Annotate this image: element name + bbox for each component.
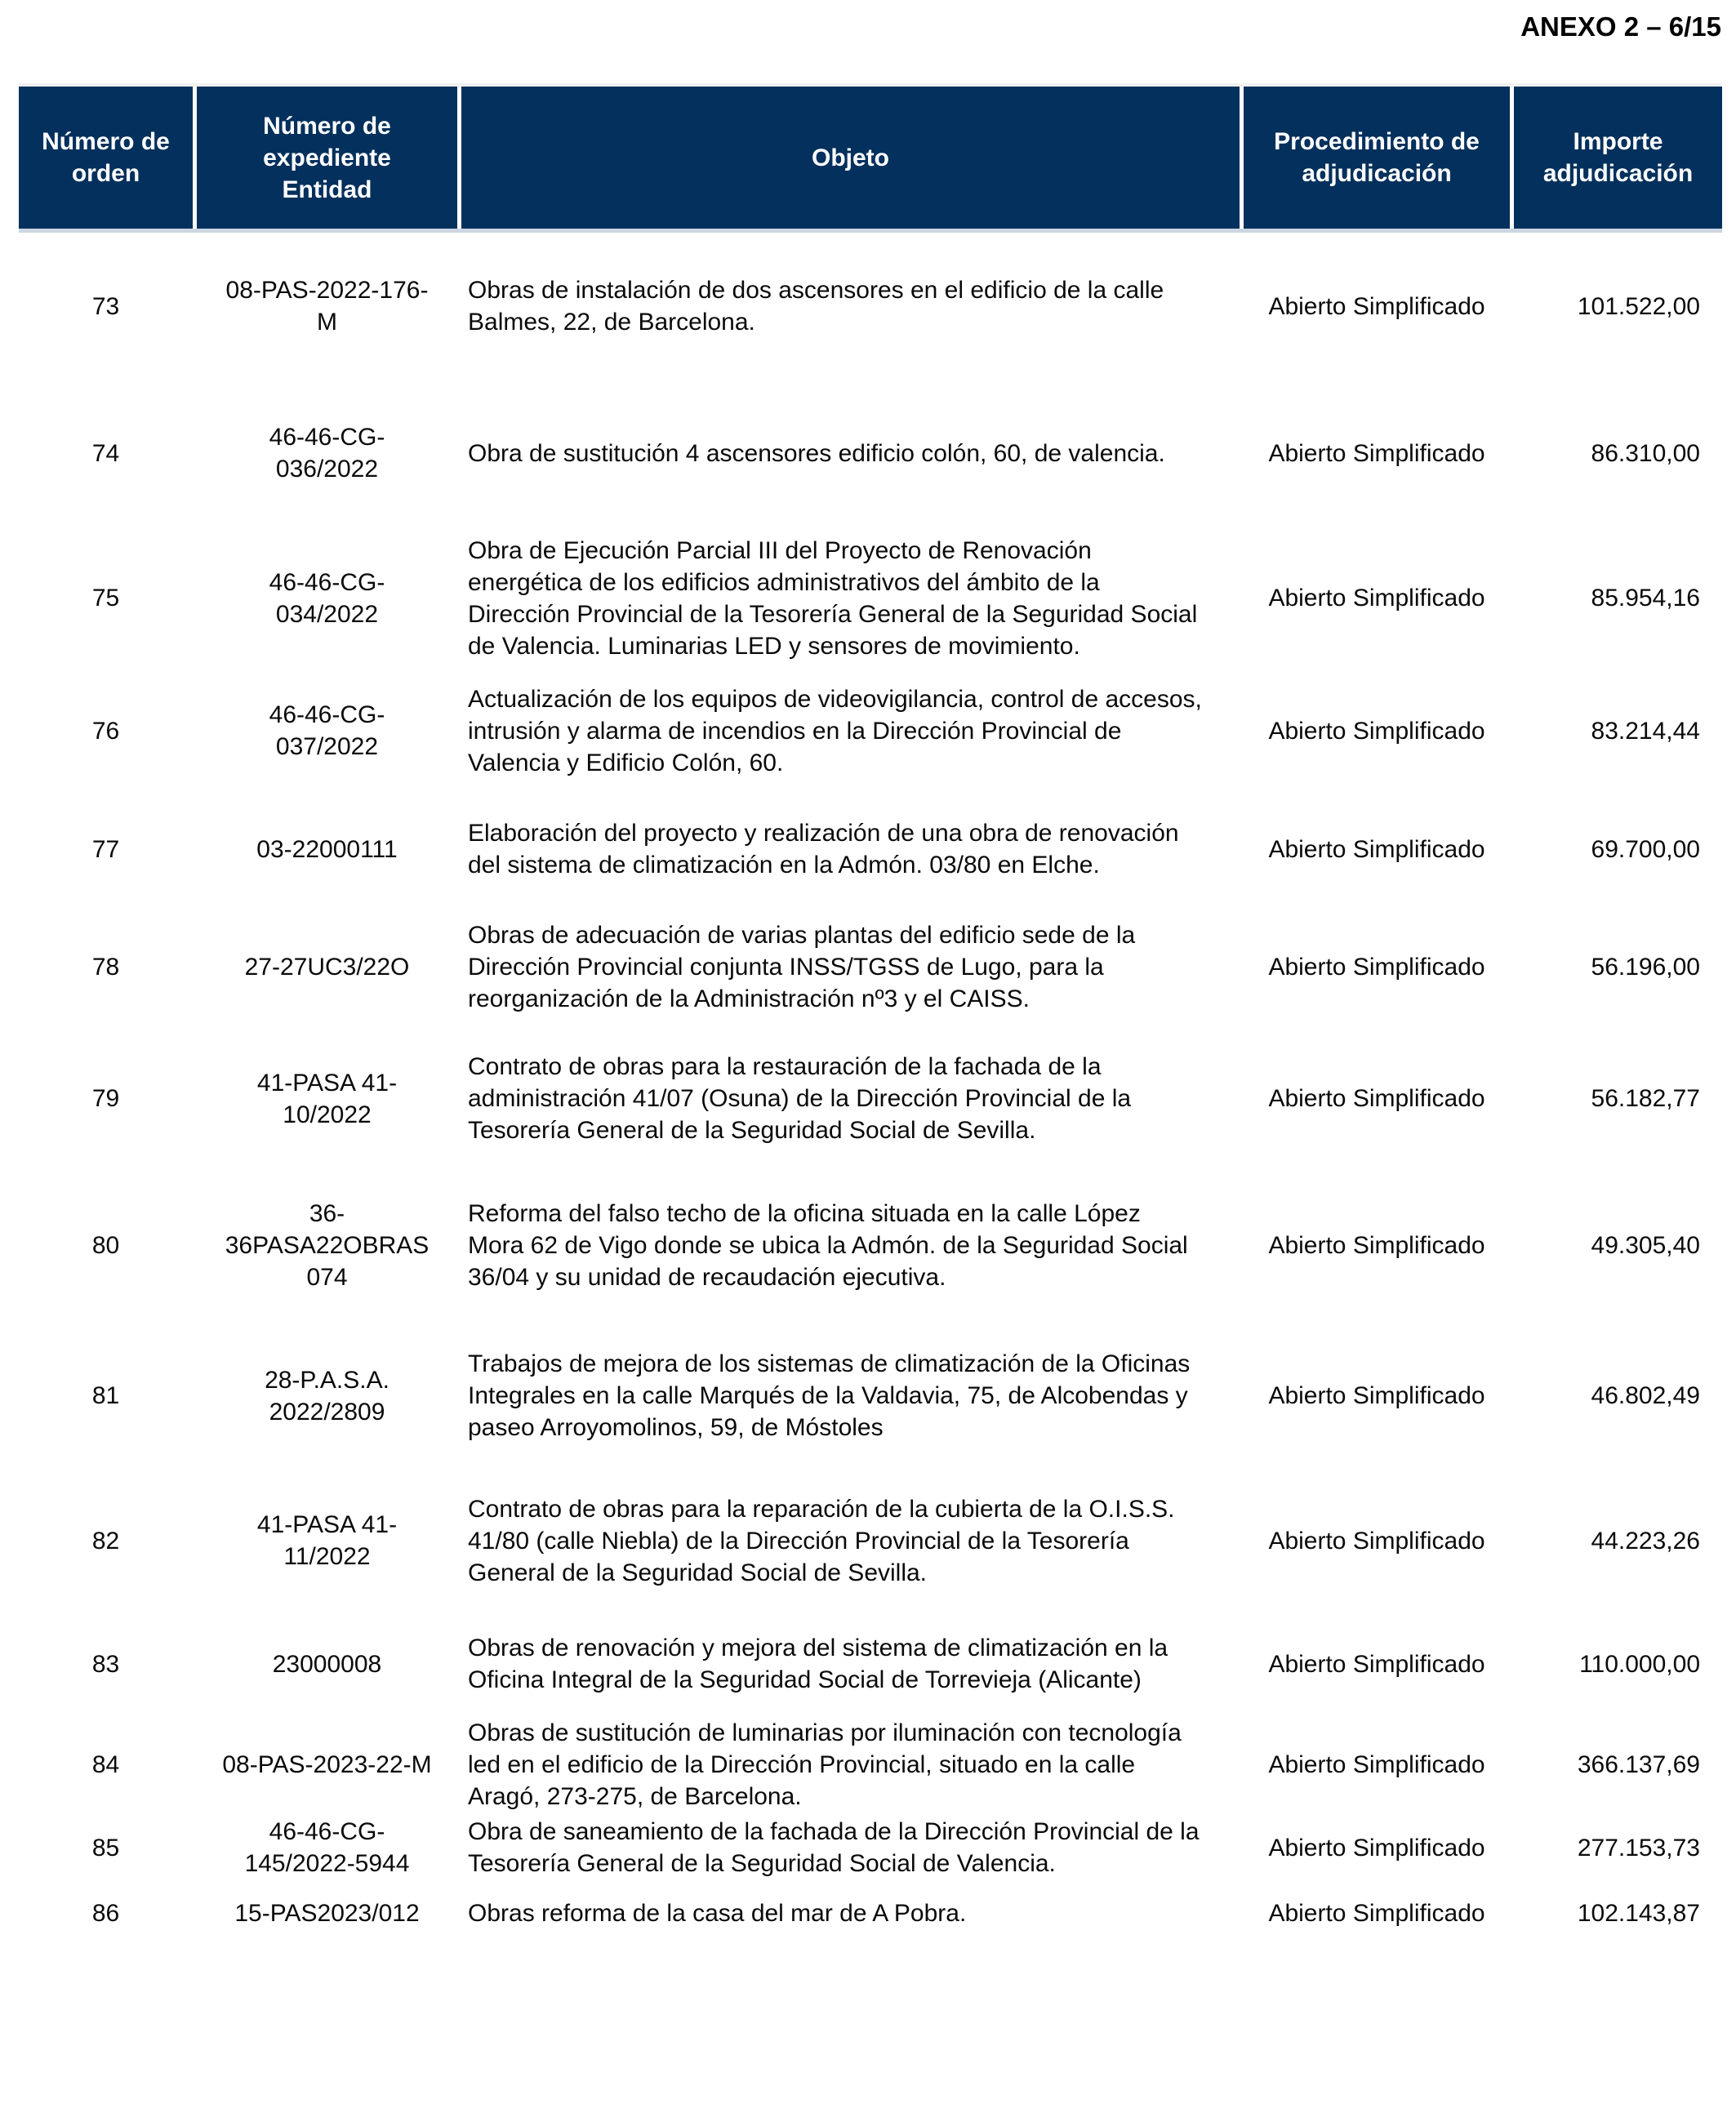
numero-expediente-value: 27-27UC3/22O [244,953,410,981]
procedimiento-value: Abierto Simplificado [1268,1527,1485,1555]
cell-numero-orden [19,233,193,380]
cell-objeto [461,906,1240,1027]
objeto-value: Contrato de obras para la reparación de la cubierta de la O.I.S.S. 41/80 (calle Niebla) de la Dirección Provincial de la Tesorería General de la Seguridad Social de Sevilla. [468,1495,1175,1586]
procedimiento-value: Abierto Simplificado [1268,953,1485,981]
table-row [19,233,1722,380]
numero-expediente-value: 46-46-CG-145/2022-5944 [244,1818,410,1877]
table-row [19,1717,1722,1811]
numero-expediente-value: 46-46-CG-037/2022 [269,701,385,760]
importe-value: 49.305,40 [1591,1232,1700,1259]
importe-value: 86.310,00 [1591,439,1700,467]
table-body [19,233,1722,1942]
cell-numero-orden [19,527,193,669]
procedimiento-value: Abierto Simplificado [1268,1232,1485,1259]
cell-procedimiento [1244,1884,1510,1942]
numero-expediente-value: 46-46-CG-036/2022 [269,424,385,483]
cell-numero-expediente [197,1884,457,1942]
numero-expediente-value: 08-PAS-2023-22-M [222,1751,432,1778]
cell-procedimiento [1244,233,1510,380]
numero-expediente-value: 15-PAS2023/012 [234,1899,420,1927]
cell-numero-orden [19,1611,193,1717]
cell-numero-orden [19,380,193,527]
objeto-value: Obras de sustitución de luminarias por iluminación con tecnología led en el edificio de la Dirección Provincial, situado en la calle Aragó, 273-275, de Barcelona. [468,1719,1182,1810]
table-row [19,1884,1722,1942]
numero-expediente-value: 46-46-CG-034/2022 [269,568,385,628]
cell-numero-expediente [197,1321,457,1470]
numero-orden-value: 75 [91,585,120,612]
cell-procedimiento [1244,906,1510,1027]
numero-expediente-value: 08-PAS-2022-176-M [225,277,429,336]
cell-importe [1514,1884,1722,1942]
cell-importe [1514,906,1722,1027]
cell-procedimiento [1244,792,1510,906]
objeto-value: Reforma del falso techo de la oficina situada en la calle López Mora 62 de Vigo donde se ubica la Admón. de la Seguridad Social 36/04 y su unidad de recaudación ejecutiva. [468,1200,1188,1291]
importe-value: 44.223,26 [1591,1527,1700,1555]
column-header-objeto [461,87,1240,229]
table-row [19,527,1722,669]
cell-numero-expediente [197,1027,457,1170]
cell-objeto [461,1027,1240,1170]
procedimiento-value: Abierto Simplificado [1268,1382,1485,1409]
cell-numero-orden [19,906,193,1027]
cell-objeto [461,1170,1240,1321]
table-row [19,1321,1722,1470]
importe-value: 366.137,69 [1577,1751,1700,1778]
column-header-numero-expediente [197,87,457,229]
numero-expediente-value: 36-36PASA22OBRAS074 [225,1200,430,1291]
procedimiento-value: Abierto Simplificado [1268,1834,1485,1862]
column-header-label: Número de orden [42,128,170,187]
numero-orden-value: 78 [91,953,120,981]
cell-importe [1514,1321,1722,1470]
cell-numero-expediente [197,1470,457,1611]
cell-numero-expediente [197,527,457,669]
table-row [19,1170,1722,1321]
numero-orden-value: 85 [91,1834,120,1862]
objeto-value: Obras de renovación y mejora del sistema de climatización en la Oficina Integral de la Seguridad Social de Torrevieja (Alicante) [468,1635,1168,1693]
table-row [19,792,1722,906]
cell-numero-orden [19,1811,193,1884]
cell-objeto [461,233,1240,380]
cell-importe [1514,1470,1722,1611]
cell-procedimiento [1244,1470,1510,1611]
importe-value: 56.196,00 [1591,953,1700,981]
cell-numero-expediente [197,380,457,527]
cell-objeto [461,1717,1240,1813]
cell-numero-orden [19,1884,193,1942]
column-header-label: Objeto [812,144,889,171]
objeto-value: Trabajos de mejora de los sistemas de climatización de la Oficinas Integrales en la calle Marqués de la Valdavia, 75, de Alcobendas y paseo Arroyomolinos, 59, de Móstoles [468,1350,1191,1441]
cell-objeto [461,792,1240,906]
cell-objeto [461,527,1240,669]
column-header-importe [1514,87,1722,229]
column-header-numero-orden [19,87,193,229]
column-header-label: Importe adjudicación [1542,128,1694,187]
cell-numero-orden [19,1470,193,1611]
column-header-procedimiento [1244,87,1510,229]
table-row [19,906,1722,1027]
objeto-value: Obra de sustitución 4 ascensores edificio colón, 60, de valencia. [468,439,1165,467]
cell-importe [1514,527,1722,669]
objeto-value: Obra de Ejecución Parcial III del Proyecto de Renovación energética de los edificios administrativos del ámbito de la Dirección Provincial de la Tesorería General de la Seguridad Social de Valencia. Luminarias LED y sensores de movimiento. [468,536,1198,660]
cell-objeto [461,1884,1240,1942]
procedimiento-value: Abierto Simplificado [1268,439,1485,467]
procedimiento-value: Abierto Simplificado [1268,585,1485,612]
cell-numero-expediente [197,1811,457,1884]
cell-importe [1514,669,1722,792]
cell-procedimiento [1244,380,1510,527]
numero-orden-value: 76 [91,717,120,745]
objeto-value: Obras de instalación de dos ascensores en el edificio de la calle Balmes, 22, de Barcelona. [468,277,1164,336]
cell-importe [1514,792,1722,906]
table-row [19,380,1722,527]
numero-expediente-value: 41-PASA 41-10/2022 [256,1069,398,1128]
numero-orden-value: 83 [91,1650,120,1678]
objeto-value: Elaboración del proyecto y realización de una obra de renovación del sistema de climatización en la Admón. 03/80 en Elche. [468,820,1179,879]
cell-importe [1514,1027,1722,1170]
cell-procedimiento [1244,1027,1510,1170]
cell-numero-expediente [197,906,457,1027]
cell-numero-orden [19,792,193,906]
cell-procedimiento [1244,1717,1510,1813]
cell-numero-expediente [197,233,457,380]
importe-value: 85.954,16 [1591,585,1700,612]
cell-procedimiento [1244,1170,1510,1321]
cell-objeto [461,1811,1240,1884]
cell-importe [1514,1717,1722,1813]
column-header-label: Procedimiento de adjudicación [1274,128,1480,187]
objeto-value: Obra de saneamiento de la fachada de la Dirección Provincial de la Tesorería General de la Seguridad Social de Valencia. [468,1818,1200,1877]
importe-value: 277.153,73 [1577,1834,1700,1862]
cell-objeto [461,1321,1240,1470]
cell-numero-expediente [197,1611,457,1717]
column-header-label: Número de expediente Entidad [263,112,391,203]
table-header-row [19,83,1722,233]
table-row [19,1811,1722,1884]
numero-orden-value: 82 [91,1527,120,1555]
numero-orden-value: 73 [91,292,120,320]
numero-orden-value: 86 [91,1899,120,1927]
importe-value: 83.214,44 [1591,717,1700,745]
numero-expediente-value: 41-PASA 41-11/2022 [256,1511,398,1570]
cell-importe [1514,1170,1722,1321]
cell-procedimiento [1244,1611,1510,1717]
numero-expediente-value: 03-22000111 [256,835,398,863]
cell-numero-orden [19,669,193,792]
cell-objeto [461,669,1240,792]
objeto-value: Actualización de los equipos de videovigilancia, control de accesos, intrusión y alarma de incendios en la Dirección Provincial de Valencia y Edificio Colón, 60. [468,685,1202,776]
cell-importe [1514,1611,1722,1717]
cell-procedimiento [1244,1321,1510,1470]
objeto-value: Contrato de obras para la restauración de la fachada de la administración 41/07 (Osuna) de la Dirección Provincial de la Tesorería General de la Seguridad Social de Sevilla. [468,1053,1132,1144]
importe-value: 69.700,00 [1591,835,1700,863]
cell-numero-orden [19,1027,193,1170]
cell-numero-expediente [197,792,457,906]
objeto-value: Obras reforma de la casa del mar de A Pobra. [468,1899,967,1927]
cell-importe [1514,1811,1722,1884]
numero-orden-value: 84 [91,1751,120,1778]
numero-orden-value: 74 [91,439,120,467]
cell-objeto [461,1470,1240,1611]
cell-procedimiento [1244,1811,1510,1884]
cell-objeto [461,380,1240,527]
numero-expediente-value: 28-P.A.S.A. 2022/2809 [265,1366,389,1426]
cell-importe [1514,380,1722,527]
procedimiento-value: Abierto Simplificado [1268,1751,1485,1778]
cell-numero-expediente [197,1170,457,1321]
importe-value: 101.522,00 [1577,292,1700,320]
procedimiento-value: Abierto Simplificado [1268,292,1485,320]
procedimiento-value: Abierto Simplificado [1268,1899,1485,1927]
cell-numero-expediente [197,669,457,792]
cell-numero-orden [19,1170,193,1321]
cell-numero-orden [19,1717,193,1813]
cell-objeto [461,1611,1240,1717]
table-row [19,669,1722,792]
procedimiento-value: Abierto Simplificado [1268,1085,1485,1112]
contracts-table [19,83,1722,1942]
numero-orden-value: 77 [91,835,120,863]
numero-orden-value: 81 [91,1382,120,1409]
procedimiento-value: Abierto Simplificado [1268,835,1485,863]
cell-importe [1514,233,1722,380]
table-row [19,1470,1722,1611]
cell-numero-expediente [197,1717,457,1813]
numero-expediente-value: 23000008 [272,1650,382,1678]
numero-orden-value: 79 [91,1085,120,1112]
procedimiento-value: Abierto Simplificado [1268,717,1485,745]
numero-orden-value: 80 [91,1232,120,1259]
cell-numero-orden [19,1321,193,1470]
importe-value: 102.143,87 [1577,1899,1700,1927]
objeto-value: Obras de adecuación de varias plantas del edificio sede de la Dirección Provincial conjunta INSS/TGSS de Lugo, para la reorganización de la Administración nº3 y el CAISS. [468,921,1136,1012]
importe-value: 110.000,00 [1579,1650,1700,1678]
importe-value: 46.802,49 [1591,1382,1700,1409]
table-row [19,1611,1722,1717]
table-row [19,1027,1722,1170]
page-title: ANEXO 2 – 6/15 [1520,11,1721,42]
cell-procedimiento [1244,527,1510,669]
importe-value: 56.182,77 [1591,1085,1700,1112]
procedimiento-value: Abierto Simplificado [1268,1650,1485,1678]
cell-procedimiento [1244,669,1510,792]
